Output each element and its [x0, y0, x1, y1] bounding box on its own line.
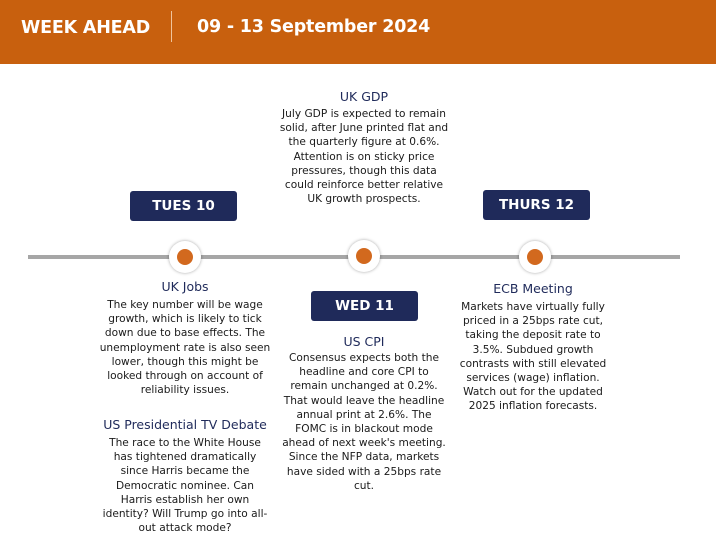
us-cpi-title: US CPI — [343, 334, 385, 349]
tues-badge: TUES 10 — [130, 191, 237, 221]
tues-node — [169, 241, 201, 273]
ecb-title: ECB Meeting — [493, 281, 573, 296]
us-debate-body: The race to the White House has tightened dramatically since Harris became the Democratic nominee. Can Harris establish her own identity? Will Trump go into all-out attack mode? — [102, 437, 268, 535]
uk-gdp-title: UK GDP — [339, 89, 389, 104]
date-range: 09 - 13 September 2024 — [197, 17, 431, 37]
header-bar — [0, 0, 716, 64]
wed-node-dot — [356, 248, 372, 264]
thurs-node — [519, 241, 551, 273]
header-divider — [171, 11, 172, 42]
thurs-node-dot — [527, 249, 543, 265]
wed-node — [348, 240, 380, 272]
page-title: WEEK AHEAD — [21, 18, 151, 38]
ecb-body: Markets have virtually fully priced in a 25bps rate cut, taking the deposit rate to 3.5%. Subdued growth contrasts with still elevated services (wage) inflation. Watch out for the updated 2025 inflation forecasts. — [459, 301, 607, 413]
tues-node-dot — [177, 249, 193, 265]
us-cpi-body: Consensus expects both the headline and core CPI to remain unchanged at 0.2%. That would leave the headline annual print at 2.6%. The FOMC is in blackout mode ahead of next week's meeting. Since the NFP data, markets have sided with a 25bps rate cut. — [282, 352, 446, 492]
us-debate-title: US Presidential TV Debate — [103, 417, 267, 432]
thurs-badge: THURS 12 — [483, 190, 590, 220]
uk-jobs-title: UK Jobs — [161, 279, 209, 294]
uk-jobs-body: The key number will be wage growth, which is likely to tick down due to base effects. The unemployment rate is also seen lower, though this might be looked through on account of reliability issues. — [99, 299, 271, 397]
wed-badge: WED 11 — [311, 291, 418, 321]
uk-gdp-body: July GDP is expected to remain solid, after June printed flat and the quarterly figure at 0.6%. Attention is on sticky price pressures, though this data could reinforce better relative UK growth prospects. — [279, 108, 449, 206]
